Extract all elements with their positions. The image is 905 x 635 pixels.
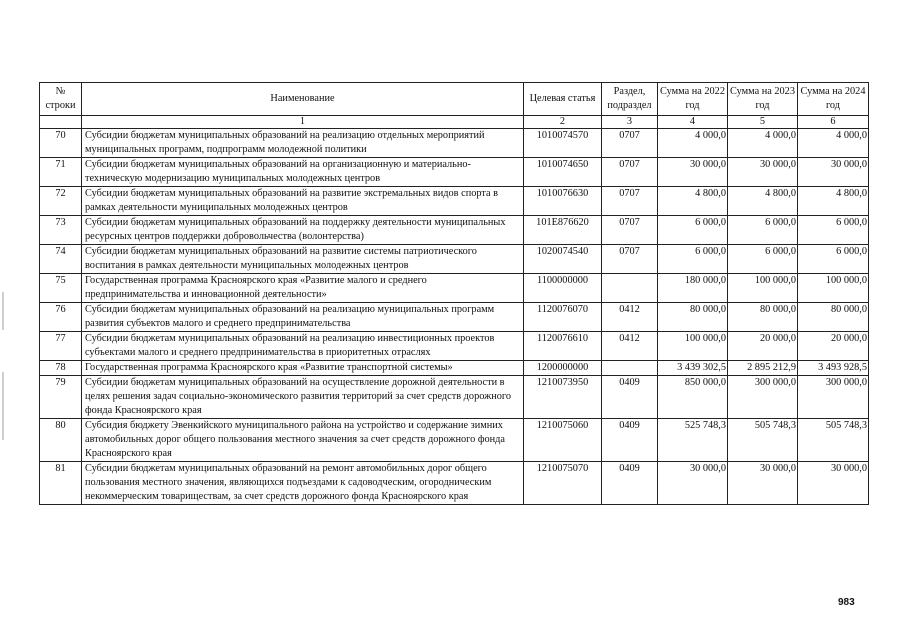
row-sum-2024: 6 000,0	[798, 216, 869, 245]
row-sum-2022: 525 748,3	[658, 419, 728, 462]
column-number	[40, 116, 82, 129]
table-row	[40, 419, 869, 462]
row-name: Субсидии бюджетам муниципальных образований на развитие системы патриотического воспитания в рамках деятельности муниципальных молодежных центров	[82, 245, 524, 274]
row-section: 0707	[602, 245, 658, 274]
row-sum-2022: 30 000,0	[658, 158, 728, 187]
row-target-article: 1120076610	[524, 332, 602, 361]
row-sum-2022: 6 000,0	[658, 245, 728, 274]
scan-margin-mark	[2, 372, 4, 440]
column-number: 4	[658, 116, 728, 129]
row-number: 73	[40, 216, 82, 245]
row-number: 72	[40, 187, 82, 216]
table-row	[40, 332, 869, 361]
header-sum-2022: Сумма на 2022 год	[658, 83, 728, 116]
page-number: 983	[838, 597, 855, 608]
row-target-article: 1010076630	[524, 187, 602, 216]
budget-table	[39, 82, 869, 505]
row-number: 75	[40, 274, 82, 303]
table-row	[40, 462, 869, 505]
row-sum-2024: 6 000,0	[798, 245, 869, 274]
row-name: Субсидии бюджетам муниципальных образований на реализацию муниципальных программ развития субъектов малого и среднего предпринимательства	[82, 303, 524, 332]
row-sum-2023: 30 000,0	[728, 158, 798, 187]
row-sum-2024: 4 800,0	[798, 187, 869, 216]
table-row	[40, 361, 869, 376]
row-sum-2024: 3 493 928,5	[798, 361, 869, 376]
row-number: 74	[40, 245, 82, 274]
row-sum-2024: 100 000,0	[798, 274, 869, 303]
row-sum-2023: 100 000,0	[728, 274, 798, 303]
row-sum-2022: 3 439 302,5	[658, 361, 728, 376]
scan-margin-mark	[2, 292, 4, 330]
row-section: 0409	[602, 462, 658, 505]
row-section: 0412	[602, 332, 658, 361]
row-number: 80	[40, 419, 82, 462]
row-name: Субсидии бюджетам муниципальных образований на реализацию отдельных мероприятий муниципальных программ, подпрограмм молодежной политики	[82, 129, 524, 158]
row-target-article: 101E876620	[524, 216, 602, 245]
row-sum-2023: 4 800,0	[728, 187, 798, 216]
row-target-article: 1100000000	[524, 274, 602, 303]
row-number: 71	[40, 158, 82, 187]
row-name: Государственная программа Красноярского края «Развитие транспортной системы»	[82, 361, 524, 376]
row-sum-2022: 4 000,0	[658, 129, 728, 158]
row-name: Субсидии бюджетам муниципальных образований на реализацию инвестиционных проектов субъектами малого и среднего предпринимательства в приоритетных отраслях	[82, 332, 524, 361]
row-target-article: 1010074650	[524, 158, 602, 187]
row-target-article: 1200000000	[524, 361, 602, 376]
row-section	[602, 274, 658, 303]
column-number-row	[40, 116, 869, 129]
row-sum-2024: 4 000,0	[798, 129, 869, 158]
table-row	[40, 158, 869, 187]
column-number: 2	[524, 116, 602, 129]
row-target-article: 1210075070	[524, 462, 602, 505]
row-sum-2022: 6 000,0	[658, 216, 728, 245]
row-sum-2023: 20 000,0	[728, 332, 798, 361]
row-sum-2024: 505 748,3	[798, 419, 869, 462]
table-header-row	[40, 83, 869, 116]
row-target-article: 1010074570	[524, 129, 602, 158]
row-section: 0707	[602, 129, 658, 158]
row-target-article: 1020074540	[524, 245, 602, 274]
row-number: 81	[40, 462, 82, 505]
row-sum-2024: 300 000,0	[798, 376, 869, 419]
header-section: Раздел, подраздел	[602, 83, 658, 116]
header-sum-2024: Сумма на 2024 год	[798, 83, 869, 116]
row-sum-2024: 80 000,0	[798, 303, 869, 332]
header-sum-2023: Сумма на 2023 год	[728, 83, 798, 116]
row-section: 0409	[602, 419, 658, 462]
row-sum-2022: 180 000,0	[658, 274, 728, 303]
row-number: 77	[40, 332, 82, 361]
row-name: Субсидии бюджетам муниципальных образований на поддержку деятельности муниципальных ресурсных центров поддержки добровольчества (волонтерства)	[82, 216, 524, 245]
column-number: 3	[602, 116, 658, 129]
row-name: Субсидия бюджету Эвенкийского муниципального района на устройство и содержание зимних автомобильных дорог общего пользования местного значения за счет средств дорожного фонда Красноярского края	[82, 419, 524, 462]
column-number: 5	[728, 116, 798, 129]
row-sum-2024: 30 000,0	[798, 462, 869, 505]
row-sum-2023: 6 000,0	[728, 216, 798, 245]
row-sum-2022: 850 000,0	[658, 376, 728, 419]
row-number: 79	[40, 376, 82, 419]
row-sum-2022: 4 800,0	[658, 187, 728, 216]
row-name: Субсидии бюджетам муниципальных образований на организационную и материально-техническую модернизацию муниципальных молодежных центров	[82, 158, 524, 187]
row-section: 0707	[602, 158, 658, 187]
row-sum-2023: 80 000,0	[728, 303, 798, 332]
column-number: 1	[82, 116, 524, 129]
row-sum-2022: 30 000,0	[658, 462, 728, 505]
header-row-number: № строки	[40, 83, 82, 116]
header-target-article: Целевая статья	[524, 83, 602, 116]
row-section: 0409	[602, 376, 658, 419]
row-target-article: 1210075060	[524, 419, 602, 462]
row-sum-2022: 80 000,0	[658, 303, 728, 332]
row-section: 0412	[602, 303, 658, 332]
row-sum-2023: 30 000,0	[728, 462, 798, 505]
table-row	[40, 303, 869, 332]
table-row	[40, 376, 869, 419]
row-name: Субсидии бюджетам муниципальных образований на осуществление дорожной деятельности в целях решения задач социально-экономического развития территорий за счет средств дорожного фонда Красноярского края	[82, 376, 524, 419]
row-sum-2024: 30 000,0	[798, 158, 869, 187]
row-sum-2023: 2 895 212,9	[728, 361, 798, 376]
row-section: 0707	[602, 216, 658, 245]
row-sum-2022: 100 000,0	[658, 332, 728, 361]
table-row	[40, 245, 869, 274]
row-name: Субсидии бюджетам муниципальных образований на развитие экстремальных видов спорта в рамках деятельности муниципальных молодежных центров	[82, 187, 524, 216]
row-target-article: 1120076070	[524, 303, 602, 332]
row-number: 78	[40, 361, 82, 376]
row-name: Субсидии бюджетам муниципальных образований на ремонт автомобильных дорог общего пользования местного значения, являющихся подъездами к садоводческим, огородническим некоммерческим товариществам, за счет средств дорожного фонда Красноярского края	[82, 462, 524, 505]
row-sum-2023: 300 000,0	[728, 376, 798, 419]
row-sum-2023: 4 000,0	[728, 129, 798, 158]
table-row	[40, 274, 869, 303]
table-row	[40, 187, 869, 216]
column-number: 6	[798, 116, 869, 129]
table-row	[40, 216, 869, 245]
header-name: Наименование	[82, 83, 524, 116]
row-target-article: 1210073950	[524, 376, 602, 419]
row-section	[602, 361, 658, 376]
row-number: 70	[40, 129, 82, 158]
row-sum-2023: 6 000,0	[728, 245, 798, 274]
row-section: 0707	[602, 187, 658, 216]
row-number: 76	[40, 303, 82, 332]
table-row	[40, 129, 869, 158]
row-sum-2024: 20 000,0	[798, 332, 869, 361]
row-name: Государственная программа Красноярского края «Развитие малого и среднего предпринимательства и инновационной деятельности»	[82, 274, 524, 303]
row-sum-2023: 505 748,3	[728, 419, 798, 462]
